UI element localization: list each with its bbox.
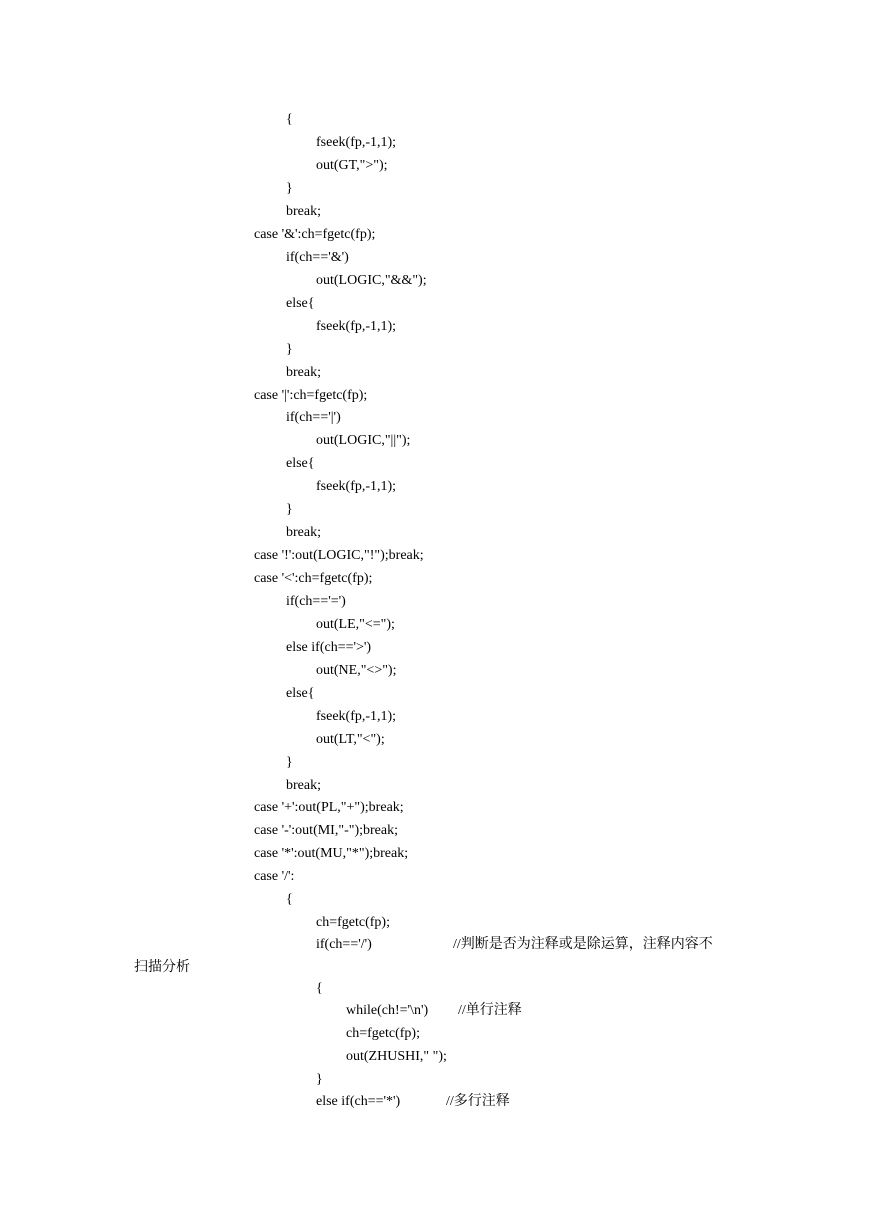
code-text: out(LOGIC,"||"); [316, 433, 411, 448]
code-line [286, 296, 315, 312]
code-line [286, 410, 341, 426]
code-line [286, 525, 321, 541]
code-line [316, 981, 323, 997]
code-line [134, 960, 190, 976]
code-line [316, 158, 388, 174]
code-line [316, 273, 427, 289]
code-line [286, 755, 293, 771]
code-line [254, 869, 294, 885]
code-text: break; [286, 365, 321, 380]
code-text: out(GT,">"); [316, 158, 388, 173]
code-line [316, 1094, 510, 1110]
code-line [346, 1003, 522, 1019]
code-line [316, 617, 395, 633]
code-line [316, 709, 396, 725]
code-text: fseek(fp,-1,1); [316, 319, 397, 334]
code-line [286, 892, 293, 908]
code-text: case '&':ch=fgetc(fp); [254, 227, 376, 242]
code-text: out(ZHUSHI," "); [346, 1049, 447, 1064]
code-line [286, 112, 293, 128]
code-text: case '*':out(MU,"*");break; [254, 846, 409, 861]
code-text: case '<':ch=fgetc(fp); [254, 571, 373, 586]
code-line [286, 342, 293, 358]
code-line [286, 640, 371, 656]
code-text: } [286, 755, 293, 770]
code-line [286, 502, 293, 518]
code-text: out(NE,"<>"); [316, 663, 397, 678]
code-line [316, 937, 713, 953]
code-text: case '+':out(PL,"+");break; [254, 800, 404, 815]
code-text: 扫描分析 [134, 960, 190, 975]
code-text: } [286, 502, 293, 517]
code-line [286, 365, 321, 381]
code-line [254, 548, 424, 564]
code-line [286, 594, 346, 610]
code-text: case '!':out(LOGIC,"!");break; [254, 548, 424, 563]
code-line [254, 823, 398, 839]
code-line [254, 846, 408, 862]
code-text: fseek(fp,-1,1); [316, 479, 397, 494]
code-text: if(ch=='|') [286, 410, 341, 425]
code-line [346, 1049, 447, 1065]
code-text: break; [286, 204, 321, 219]
code-line [254, 227, 375, 243]
code-line [286, 181, 293, 197]
code-line [316, 135, 396, 151]
code-text: else if(ch=='>') [286, 640, 372, 655]
code-text: { [286, 892, 293, 907]
code-line [316, 732, 385, 748]
code-text: ch=fgetc(fp); [316, 915, 390, 930]
code-line [286, 250, 349, 266]
code-text: out(LOGIC,"&&"); [316, 273, 427, 288]
code-text: out(LE,"<="); [316, 617, 395, 632]
code-line [286, 686, 315, 702]
code-line [316, 1072, 323, 1088]
code-line [316, 479, 396, 495]
code-text: fseek(fp,-1,1); [316, 709, 397, 724]
code-text: if(ch=='=') [286, 594, 346, 609]
code-text: else{ [286, 456, 315, 471]
code-line [286, 204, 321, 220]
code-line [316, 663, 397, 679]
code-line [254, 571, 372, 587]
code-text: { [316, 981, 323, 996]
code-text: else if(ch=='*') [316, 1094, 401, 1109]
code-text: ch=fgetc(fp); [346, 1026, 420, 1041]
code-line [286, 778, 321, 794]
code-text: out(LT,"<"); [316, 732, 385, 747]
code-text: case '-':out(MI,"-");break; [254, 823, 398, 838]
code-text: else{ [286, 296, 315, 311]
code-line [254, 800, 404, 816]
code-text: if(ch=='/') [316, 937, 372, 952]
code-line [316, 915, 390, 931]
code-line [346, 1026, 420, 1042]
code-text: } [286, 342, 293, 357]
code-line [254, 388, 367, 404]
code-text: fseek(fp,-1,1); [316, 135, 397, 150]
code-text: while(ch!='\n') [346, 1003, 429, 1018]
code-text: } [286, 181, 293, 196]
code-text: break; [286, 778, 321, 793]
code-text: { [286, 112, 293, 127]
code-text: } [316, 1072, 323, 1087]
code-line [316, 433, 410, 449]
code-text: case '|':ch=fgetc(fp); [254, 388, 368, 403]
code-line [286, 456, 315, 472]
code-text: case '/': [254, 869, 295, 884]
code-comment: //判断是否为注释或是除运算，注释内容不 [453, 937, 713, 952]
code-text: break; [286, 525, 321, 540]
code-text: if(ch=='&') [286, 250, 349, 265]
code-line [316, 319, 396, 335]
code-comment: //多行注释 [446, 1094, 510, 1109]
code-comment: //单行注释 [458, 1003, 522, 1018]
code-text: else{ [286, 686, 315, 701]
